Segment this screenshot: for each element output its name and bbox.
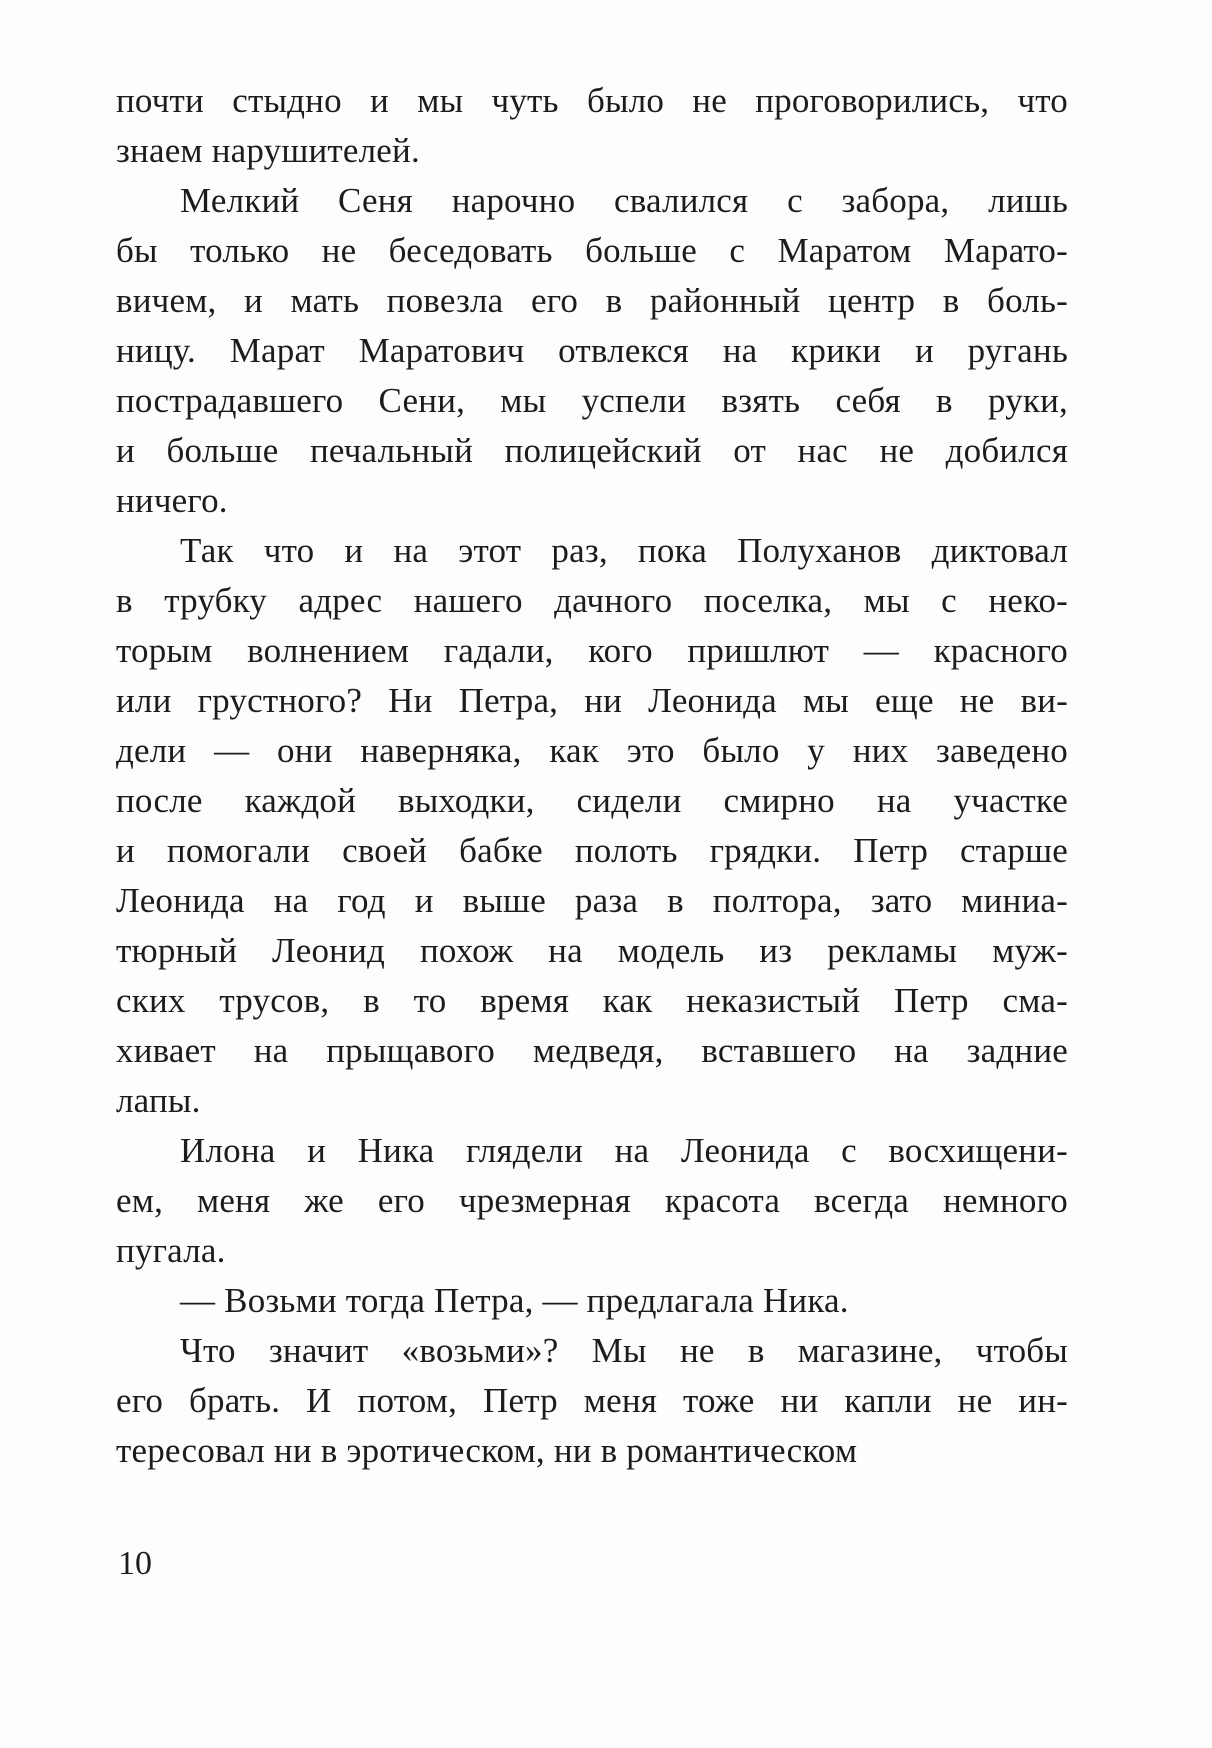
paragraph (116, 526, 1068, 1126)
text-line: ницу. Марат Маратович отвлекся на крики и ругань (116, 331, 1068, 370)
text-line: Илона и Ника глядели на Леонида с восхищени- (180, 1131, 1068, 1170)
text-line: торым волнением гадали, кого пришлют — красного (116, 631, 1068, 670)
text-line: — Возьми тогда Петра, — предлагала Ника. (180, 1281, 849, 1320)
text-line: ских трусов, в то время как неказистый Петр сма- (116, 981, 1068, 1020)
paragraph (116, 1126, 1068, 1276)
page-number: 10 (118, 1545, 152, 1582)
text-line: в трубку адрес нашего дачного поселка, мы с неко- (116, 581, 1068, 620)
paragraph (116, 1276, 1068, 1326)
paragraph (116, 1326, 1068, 1476)
text-line: пугала. (116, 1231, 226, 1270)
text-line: хивает на прыщавого медведя, вставшего на задние (116, 1031, 1068, 1070)
text-line: Мелкий Сеня нарочно свалился с забора, лишь (180, 181, 1068, 220)
text-line: лапы. (116, 1081, 201, 1120)
text-line: бы только не беседовать больше с Маратом Марато- (116, 231, 1068, 270)
text-line: тересовал ни в эротическом, ни в романтическом (116, 1431, 858, 1470)
text-line: и помогали своей бабке полоть грядки. Петр старше (116, 831, 1068, 870)
text-line: ем, меня же его чрезмерная красота всегда немного (116, 1181, 1068, 1220)
text-line: или грустного? Ни Петра, ни Леонида мы еще не ви- (116, 681, 1068, 720)
text-line: после каждой выходки, сидели смирно на участке (116, 781, 1068, 820)
text-line: дели — они наверняка, как это было у них заведено (116, 731, 1068, 770)
text-line: тюрный Леонид похож на модель из рекламы муж- (116, 931, 1068, 970)
text-line: знаем нарушителей. (116, 131, 420, 170)
text-line: пострадавшего Сени, мы успели взять себя в руки, (116, 381, 1068, 420)
text-block (116, 76, 1068, 1476)
text-line: почти стыдно и мы чуть было не проговорились, что (116, 81, 1068, 120)
text-line: вичем, и мать повезла его в районный центр в боль- (116, 281, 1068, 320)
text-line: Что значит «возьми»? Мы не в магазине, чтобы (180, 1331, 1068, 1370)
text-line: Так что и на этот раз, пока Полуханов диктовал (180, 531, 1068, 570)
text-line: ничего. (116, 481, 228, 520)
paragraph (116, 76, 1068, 176)
text-line: и больше печальный полицейский от нас не добился (116, 431, 1068, 470)
paragraph (116, 176, 1068, 526)
text-line: Леонида на год и выше раза в полтора, зато миниа- (116, 881, 1068, 920)
text-line: его брать. И потом, Петр меня тоже ни капли не ин- (116, 1381, 1068, 1420)
